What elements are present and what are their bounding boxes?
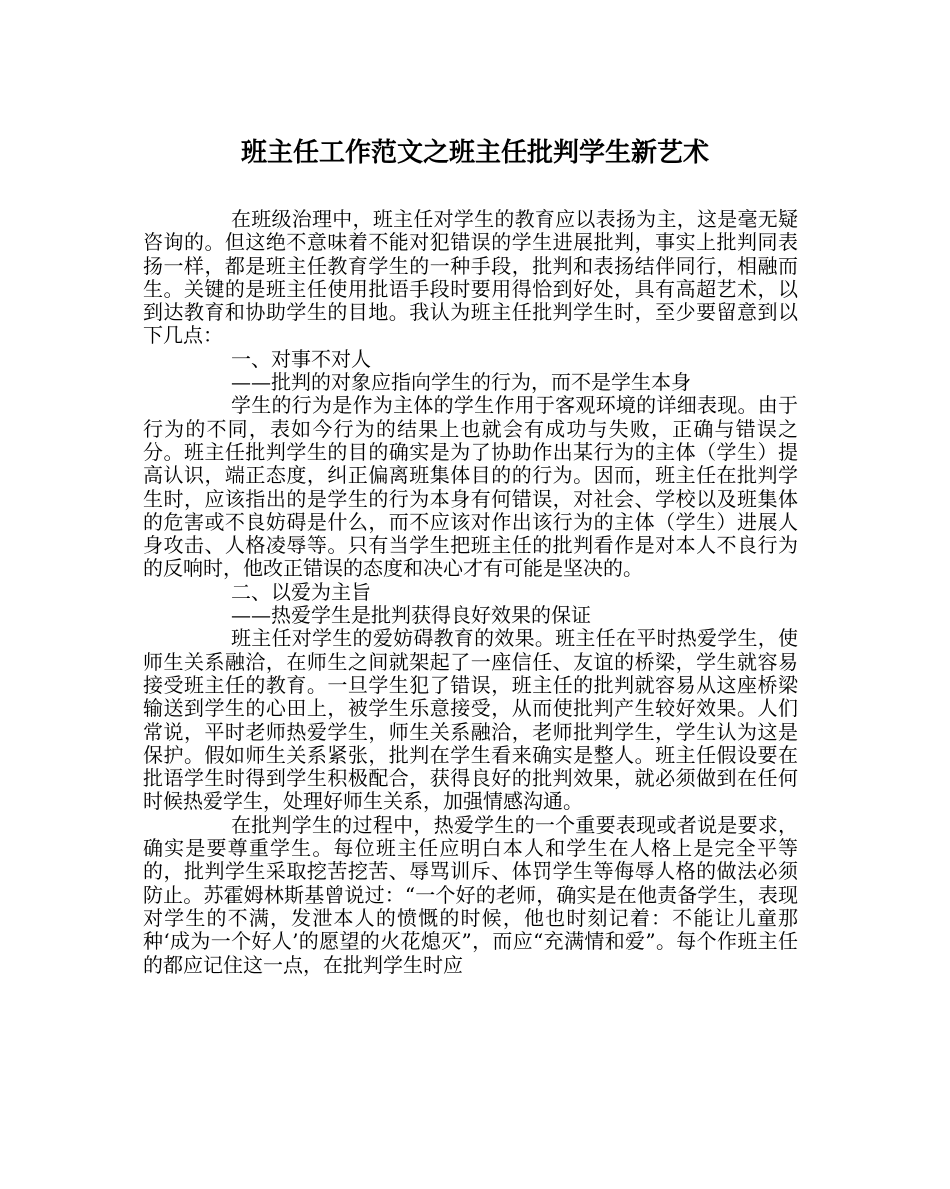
- section-heading-2: 二、以爱为主旨: [231, 579, 371, 604]
- section-subheading-2: ——热爱学生是批判获得良好效果的保证: [231, 603, 591, 628]
- paragraph-section-2a: 班主任对学生的爱妨碍教育的效果。班主任在平时热爱学生，使师生关系融洽，在师生之间就架起了一座信任、友谊的桥梁，学生就容易接受班主任的教育。一旦学生犯了错误，班主任的批判就容易从这座桥梁输送到学生的心田上，被学生乐意接受，从而使批判产生较好效果。人们常说，平时老师热爱学生，师生关系融洽，老师批判学生，学生认为这是保护。假如师生关系紧张，批判在学生看来确实是整人。班主任假设要在批语学生时得到学生积极配合，获得良好的批判效果，就必须做到在任何时候热爱学生，处理好师生关系，加强情感沟通。: [143, 626, 798, 814]
- document-body: [143, 208, 798, 977]
- paragraph-section-2b: 在批判学生的过程中，热爱学生的一个重要表现或者说是要求，确实是要尊重学生。每位班主任应明白本人和学生在人格上是完全平等的，批判学生采取挖苦挖苦、辱骂训斥、体罚学生等侮辱人格的做法必须防止。苏霍姆林斯基曾说过：“一个好的老师，确实是在他责备学生，表现对学生的不满，发泄本人的愤慨的时候，他也时刻记着：不能让儿童那种‘成为一个好人’的愿望的火花熄灭”，而应“充满情和爱”。每个作班主任的都应记住这一点，在批判学生时应: [143, 812, 798, 977]
- document-title: 班主任工作范文之班主任批判学生新艺术: [240, 138, 709, 168]
- section-subheading-1: ——批判的对象应指向学生的行为，而不是学生本身: [231, 370, 691, 395]
- section-heading-1: 一、对事不对人: [231, 346, 371, 371]
- paragraph-intro: 在班级治理中，班主任对学生的教育应以表扬为主，这是毫无疑咨询的。但这绝不意味着不能对犯错误的学生进展批判，事实上批判同表扬一样，都是班主任教育学生的一种手段，批判和表扬结伴同行，相融而生。关键的是班主任使用批语手段时要用得恰到好处，具有高超艺术，以到达教育和协助学生的目地。我认为班主任批判学生时，至少要留意到以下几点：: [143, 207, 798, 348]
- paragraph-section-1: 学生的行为是作为主体的学生作用于客观环境的详细表现。由于行为的不同，表如今行为的结果上也就会有成功与失败，正确与错误之分。班主任批判学生的目的确实是为了协助作出某行为的主体（学生）提高认识，端正态度，纠正偏离班集体目的的行为。因而，班主任在批判学生时，应该指出的是学生的行为本身有何错误，对社会、学校以及班集体的危害或不良妨碍是什么，而不应该对作出该行为的主体（学生）进展人身攻击、人格凌辱等。只有当学生把班主任的批判看作是对本人不良行为的反响时，他改正错误的态度和决心才有可能是坚决的。: [143, 393, 798, 581]
